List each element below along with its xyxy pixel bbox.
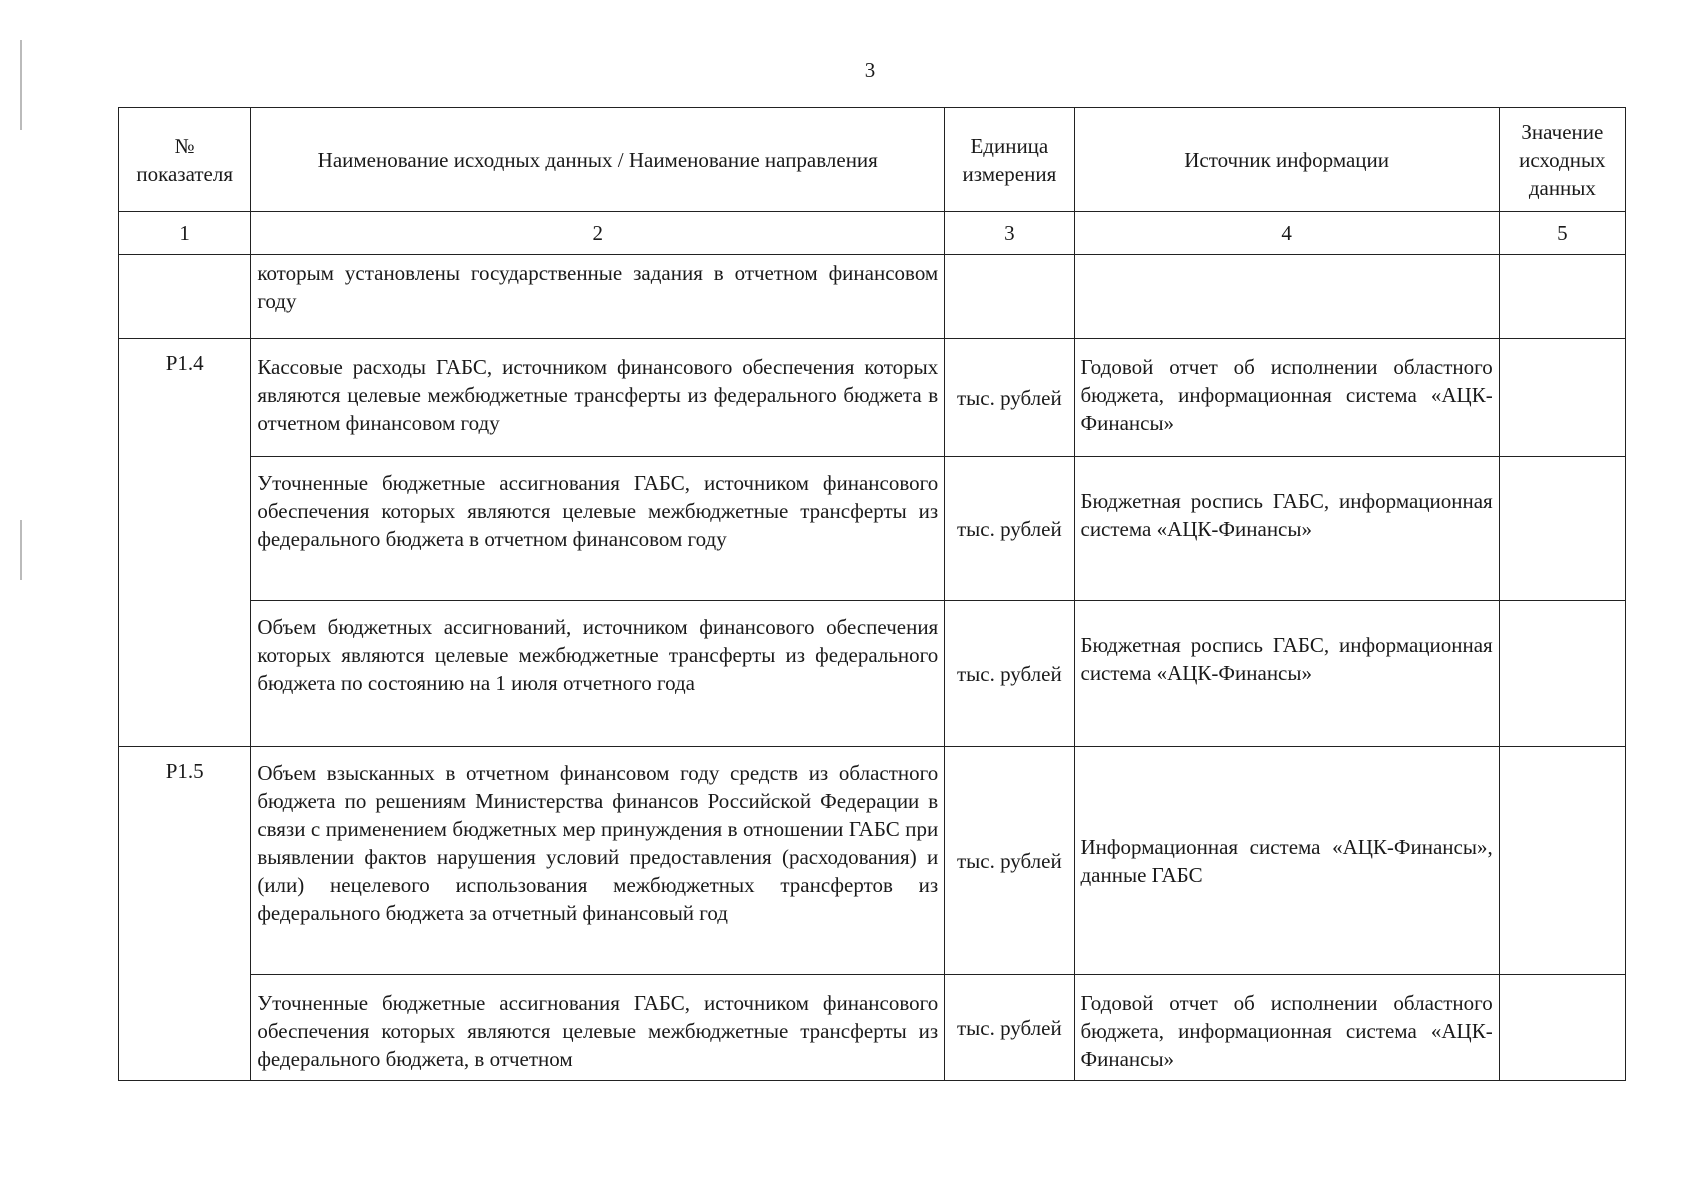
column-number: 2 — [251, 212, 945, 255]
indicator-value — [1499, 601, 1625, 747]
indicator-value — [1499, 747, 1625, 975]
table-row — [119, 255, 1626, 339]
indicator-source — [1074, 255, 1499, 339]
column-number: 5 — [1499, 212, 1625, 255]
indicator-source: Бюджетная роспись ГАБС, информационная система «АЦК-Финансы» — [1074, 601, 1499, 747]
indicator-unit: тыс. рублей — [945, 601, 1074, 747]
indicator-value — [1499, 457, 1625, 601]
indicator-source: Информационная система «АЦК-Финансы», данные ГАБС — [1074, 747, 1499, 975]
indicator-unit: тыс. рублей — [945, 457, 1074, 601]
indicator-name: Объем взысканных в отчетном финансовом году средств из областного бюджета по решениям Министерства финансов Российской Федерации в связи с применением бюджетных мер принуждения в отношении ГАБС при выявлении фактов нарушения условий предоставления (расходования) и (или) нецелевого использования межбюджетных трансфертов из федерального бюджета за отчетный финансовый год — [251, 747, 945, 975]
indicator-index: Р1.5 — [119, 747, 251, 1081]
column-number: 1 — [119, 212, 251, 255]
header-index: № показателя — [119, 108, 251, 212]
table-row — [119, 747, 1626, 975]
header-unit: Единица измерения — [945, 108, 1074, 212]
indicator-source: Бюджетная роспись ГАБС, информационная система «АЦК-Финансы» — [1074, 457, 1499, 601]
header-row — [119, 108, 1626, 212]
header-source: Источник информации — [1074, 108, 1499, 212]
indicator-unit: тыс. рублей — [945, 339, 1074, 457]
indicator-unit — [945, 255, 1074, 339]
scan-artifact — [20, 520, 22, 580]
table-row — [119, 457, 1626, 601]
indicator-name: Уточненные бюджетные ассигнования ГАБС, источником финансового обеспечения которых являются целевые межбюджетные трансферты из федерального бюджета в отчетном финансовом году — [251, 457, 945, 601]
indicator-index: Р1.4 — [119, 339, 251, 747]
indicator-table — [118, 107, 1626, 1081]
indicator-name: Кассовые расходы ГАБС, источником финансового обеспечения которых являются целевые межбюджетные трансферты из федерального бюджета в отчетном финансовом году — [251, 339, 945, 457]
indicator-unit: тыс. рублей — [945, 975, 1074, 1081]
indicator-name: Объем бюджетных ассигнований, источником финансового обеспечения которых являются целевые межбюджетные трансферты из федерального бюджета по состоянию на 1 июля отчетного года — [251, 601, 945, 747]
indicator-source: Годовой отчет об исполнении областного бюджета, информационная система «АЦК-Финансы» — [1074, 975, 1499, 1081]
table-row — [119, 601, 1626, 747]
column-number-row — [119, 212, 1626, 255]
indicator-name: которым установлены государственные задания в отчетном финансовом году — [251, 255, 945, 339]
header-value: Значение исходных данных — [1499, 108, 1625, 212]
column-number: 3 — [945, 212, 1074, 255]
indicator-unit: тыс. рублей — [945, 747, 1074, 975]
table-row — [119, 339, 1626, 457]
column-number: 4 — [1074, 212, 1499, 255]
indicator-value — [1499, 255, 1625, 339]
header-name: Наименование исходных данных / Наименование направления — [251, 108, 945, 212]
indicator-index — [119, 255, 251, 339]
scan-artifact — [20, 40, 22, 130]
indicator-value — [1499, 339, 1625, 457]
indicator-value — [1499, 975, 1625, 1081]
table-row — [119, 975, 1626, 1081]
indicator-name: Уточненные бюджетные ассигнования ГАБС, источником финансового обеспечения которых являются целевые межбюджетные трансферты из федерального бюджета, в отчетном — [251, 975, 945, 1081]
indicator-source: Годовой отчет об исполнении областного бюджета, информационная система «АЦК-Финансы» — [1074, 339, 1499, 457]
page-number: 3 — [864, 58, 876, 82]
